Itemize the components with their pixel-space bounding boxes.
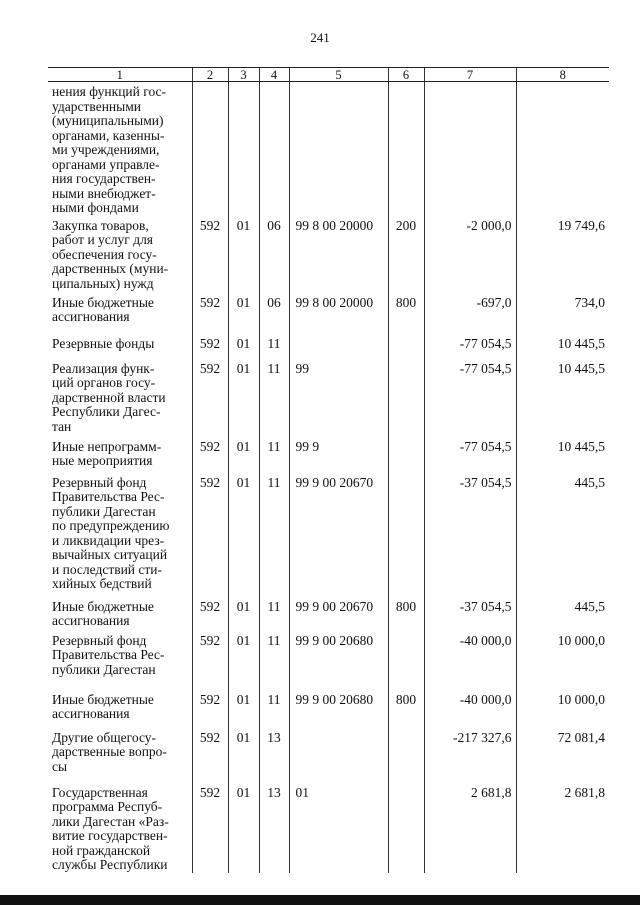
table-row [48,728,609,783]
table-row [48,359,609,437]
cell-expense-type [388,473,424,597]
budget-table [48,67,609,873]
cell-section: 01 [228,690,259,728]
cell-target-article [289,82,388,216]
cell-total: 2 681,8 [516,783,609,873]
cell-target-article: 99 9 [289,437,388,473]
cell-total: 734,0 [516,293,609,334]
cell-total: 10 000,0 [516,631,609,690]
cell-target-article: 99 9 00 20680 [289,631,388,690]
row-name: Закупка товаров, работ и услуг для обеспечения госу- дарственных (муни- ципальных) нужд [52,217,169,291]
cell-expense-type [388,728,424,783]
cell-total: 72 081,4 [516,728,609,783]
table-row [48,690,609,728]
cell-total [516,82,609,216]
cell-ministry: 592 [192,293,228,334]
cell-change: -40 000,0 [424,690,516,728]
cell-total: 10 445,5 [516,437,609,473]
column-header: 6 [388,68,424,82]
column-header: 7 [424,68,516,82]
cell-total: 10 445,5 [516,359,609,437]
cell-section: 01 [228,473,259,597]
table-row [48,631,609,690]
cell-change: -77 054,5 [424,437,516,473]
cell-expense-type [388,82,424,216]
cell-target-article: 99 9 00 20680 [289,690,388,728]
row-name: Государственная программа Респуб- лики Дагестан «Раз- витие государствен- ной гражданской службы Республики [52,784,169,872]
cell-subsection: 11 [259,473,289,597]
cell-change: -77 054,5 [424,334,516,359]
cell-section: 01 [228,334,259,359]
table-row [48,293,609,334]
cell-subsection: 06 [259,216,289,293]
cell-section: 01 [228,359,259,437]
cell-section: 01 [228,293,259,334]
cell-subsection: 13 [259,783,289,873]
cell-change: -217 327,6 [424,728,516,783]
cell-change: -40 000,0 [424,631,516,690]
row-name: Резервный фонд Правительства Рес- публики Дагестан [52,632,165,677]
cell-total: 10 000,0 [516,690,609,728]
cell-section: 01 [228,597,259,631]
column-header: 8 [516,68,609,82]
row-name: Резервный фонд Правительства Рес- публики Дагестан по предупреждению и ликвидации чрез- вычайных ситуаций и последствий сти- хийных бедствий [52,474,170,591]
row-name: Иные бюджетные ассигнования [52,598,154,628]
cell-expense-type [388,437,424,473]
cell-subsection [259,82,289,216]
cell-expense-type: 800 [388,597,424,631]
table-row [48,334,609,359]
column-header: 3 [228,68,259,82]
cell-change: 2 681,8 [424,783,516,873]
table-row [48,597,609,631]
cell-expense-type: 800 [388,690,424,728]
column-header: 4 [259,68,289,82]
cell-subsection: 11 [259,437,289,473]
row-name: нения функций гос- ударственными (муниципальными) органами, казенны- ми учреждениями, органами управле- ния государствен- ными внебюджет- ными фондами [52,84,167,215]
cell-section: 01 [228,728,259,783]
cell-ministry: 592 [192,473,228,597]
cell-subsection: 11 [259,359,289,437]
cell-ministry: 592 [192,783,228,873]
cell-section: 01 [228,437,259,473]
cell-target-article [289,334,388,359]
cell-expense-type [388,334,424,359]
cell-change: -697,0 [424,293,516,334]
cell-ministry: 592 [192,359,228,437]
cell-ministry: 592 [192,216,228,293]
cell-change: -2 000,0 [424,216,516,293]
cell-subsection: 11 [259,690,289,728]
cell-subsection: 11 [259,334,289,359]
cell-expense-type [388,631,424,690]
cell-expense-type: 200 [388,216,424,293]
cell-total: 445,5 [516,597,609,631]
table-row [48,216,609,293]
table-row [48,82,609,216]
cell-subsection: 13 [259,728,289,783]
header-row [48,68,609,82]
cell-total: 19 749,6 [516,216,609,293]
cell-target-article: 01 [289,783,388,873]
cell-ministry [192,82,228,216]
cell-target-article: 99 8 00 20000 [289,216,388,293]
cell-subsection: 11 [259,631,289,690]
cell-change: -37 054,5 [424,473,516,597]
column-header: 2 [192,68,228,82]
table-row [48,783,609,873]
page-number: 241 [310,30,330,45]
row-name: Иные бюджетные ассигнования [52,294,154,324]
table-row [48,473,609,597]
row-name: Реализация функ- ций органов госу- дарственной власти Республики Дагес- тан [52,360,166,434]
cell-change [424,82,516,216]
cell-subsection: 06 [259,293,289,334]
cell-ministry: 592 [192,690,228,728]
cell-change: -77 054,5 [424,359,516,437]
table-row [48,437,609,473]
cell-total: 10 445,5 [516,334,609,359]
row-name: Резервные фонды [52,335,155,351]
cell-ministry: 592 [192,728,228,783]
row-name: Иные бюджетные ассигнования [52,691,154,721]
scan-bottom-edge [0,895,640,905]
cell-subsection: 11 [259,597,289,631]
row-name: Другие общегосу- дарственные вопро- сы [52,729,167,774]
cell-expense-type [388,783,424,873]
column-header: 5 [289,68,388,82]
cell-ministry: 592 [192,597,228,631]
cell-section [228,82,259,216]
cell-target-article [289,728,388,783]
cell-section: 01 [228,216,259,293]
cell-target-article: 99 9 00 20670 [289,597,388,631]
cell-ministry: 592 [192,334,228,359]
column-header: 1 [48,68,192,82]
cell-target-article: 99 9 00 20670 [289,473,388,597]
cell-section: 01 [228,783,259,873]
cell-change: -37 054,5 [424,597,516,631]
cell-section: 01 [228,631,259,690]
cell-ministry: 592 [192,437,228,473]
cell-total: 445,5 [516,473,609,597]
cell-expense-type [388,359,424,437]
cell-target-article: 99 8 00 20000 [289,293,388,334]
row-name: Иные непрограмм- ные мероприятия [52,438,162,468]
cell-target-article: 99 [289,359,388,437]
cell-expense-type: 800 [388,293,424,334]
cell-ministry: 592 [192,631,228,690]
